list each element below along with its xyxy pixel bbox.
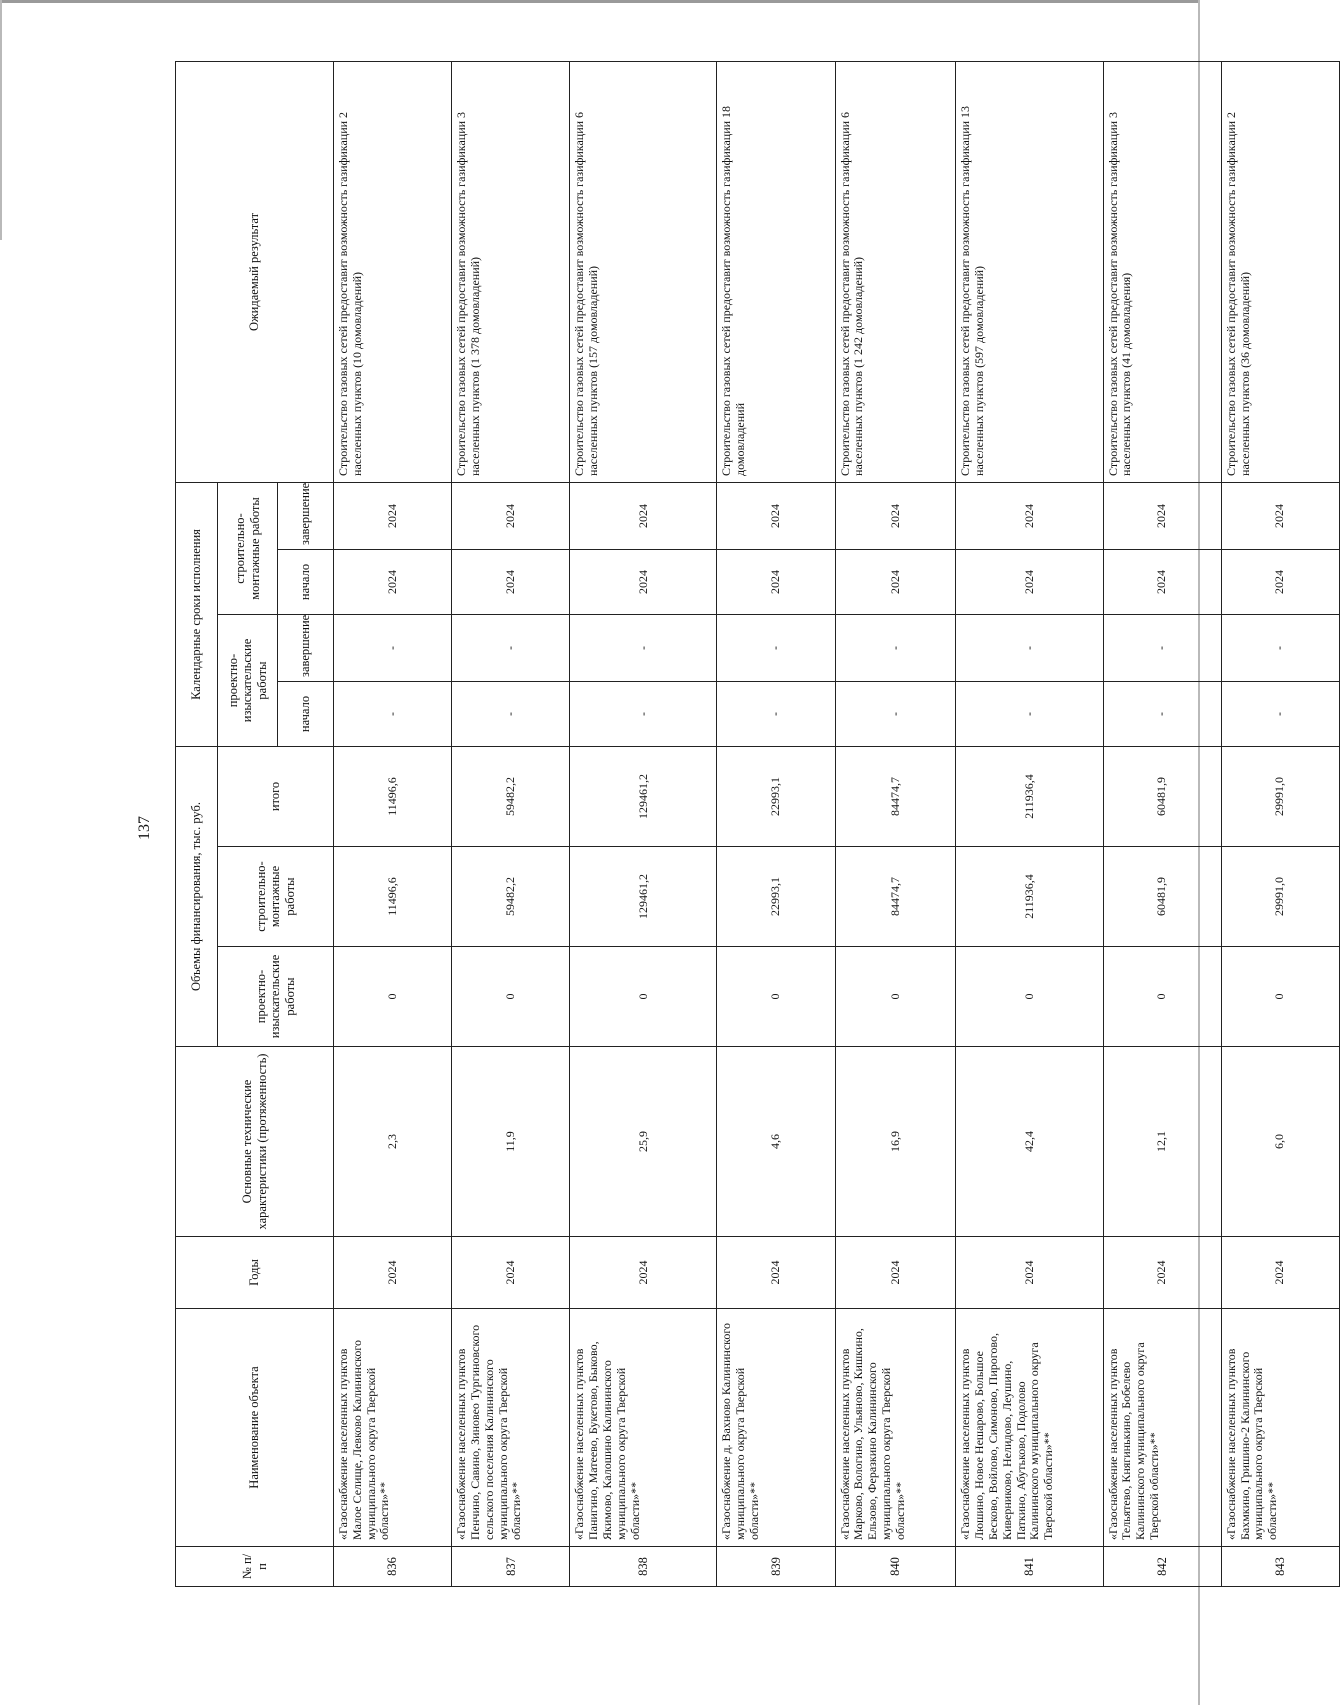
cell-result: Строительство газовых сетей предоставит возможность газификации 13 населенных пунктов (597 домовладений) — [956, 61, 1103, 482]
header-fin-pir: проектно-изыскательские работы — [218, 947, 334, 1047]
cell-fin-total: 84474,7 — [835, 747, 956, 847]
cell-fin-total: 211936,4 — [956, 747, 1103, 847]
cell-tech: 6,0 — [1221, 1047, 1339, 1237]
cell-result: Строительство газовых сетей предоставит возможность газификации 6 населенных пунктов (1 242 домовладений) — [835, 61, 956, 482]
cell-fin-total: 11496,6 — [334, 747, 452, 847]
scan-left-margin-mark — [0, 0, 2, 240]
cell-tech: 25,9 — [570, 1047, 717, 1237]
cell-tech: 4,6 — [717, 1047, 835, 1237]
cell-pir-start: - — [956, 682, 1103, 747]
cell-fin-total: 29991,0 — [1221, 747, 1339, 847]
cell-pir-end: - — [1221, 615, 1339, 682]
cell-tech: 2,3 — [334, 1047, 452, 1237]
cell-fin-smr: 29991,0 — [1221, 847, 1339, 947]
header-terms-smr: строительно-монтажные работы — [218, 482, 278, 614]
cell-num: 842 — [1103, 1547, 1221, 1587]
cell-year: 2024 — [717, 1237, 835, 1309]
table-row — [835, 61, 956, 1586]
cell-num: 839 — [717, 1547, 835, 1587]
cell-tech: 12,1 — [1103, 1047, 1221, 1237]
cell-fin-total: 59482,2 — [452, 747, 570, 847]
cell-smr-start: 2024 — [717, 550, 835, 615]
cell-smr-start: 2024 — [452, 550, 570, 615]
cell-smr-start: 2024 — [1103, 550, 1221, 615]
cell-smr-end: 2024 — [452, 482, 570, 549]
cell-pir-start: - — [717, 682, 835, 747]
cell-year: 2024 — [956, 1237, 1103, 1309]
cell-num: 836 — [334, 1547, 452, 1587]
page-number: 137 — [136, 816, 153, 840]
cell-fin-smr: 60481,9 — [1103, 847, 1221, 947]
cell-fin-total: 129461,2 — [570, 747, 717, 847]
cell-smr-start: 2024 — [1221, 550, 1339, 615]
cell-pir-end: - — [717, 615, 835, 682]
cell-smr-start: 2024 — [334, 550, 452, 615]
cell-pir-end: - — [452, 615, 570, 682]
cell-pir-end: - — [835, 615, 956, 682]
cell-fin-smr: 11496,6 — [334, 847, 452, 947]
table-row — [334, 61, 452, 1586]
cell-result: Строительство газовых сетей предоставит возможность газификации 18 домовладений — [717, 61, 835, 482]
cell-smr-start: 2024 — [570, 550, 717, 615]
cell-result: Строительство газовых сетей предоставит возможность газификации 3 населенных пунктов (1 378 домовладений) — [452, 61, 570, 482]
table-row — [717, 61, 835, 1586]
cell-fin-smr: 59482,2 — [452, 847, 570, 947]
cell-tech: 11,9 — [452, 1047, 570, 1237]
cell-name: «Газоснабжение населенных пунктов Пенчино, Савино, Зиновео Тургиновского сельского поселения Калининского муниципального округа Тверской области»** — [452, 1309, 570, 1547]
cell-result: Строительство газовых сетей предоставит возможность газификации 2 населенных пунктов (10 домовладений) — [334, 61, 452, 482]
header-pir-end: завершение — [278, 615, 334, 682]
cell-pir-end: - — [334, 615, 452, 682]
cell-fin-smr: 84474,7 — [835, 847, 956, 947]
cell-name: «Газоснабжение населенных пунктов Малое Селище, Левково Калининского муниципального округа Тверской области»** — [334, 1309, 452, 1547]
cell-smr-end: 2024 — [717, 482, 835, 549]
cell-year: 2024 — [570, 1237, 717, 1309]
table-row — [1221, 61, 1339, 1586]
header-result: Ожидаемый результат — [176, 61, 334, 482]
cell-fin-pir: 0 — [334, 947, 452, 1047]
cell-fin-smr: 129461,2 — [570, 847, 717, 947]
header-fin-total: итого — [218, 747, 334, 847]
cell-year: 2024 — [1103, 1237, 1221, 1309]
cell-pir-end: - — [570, 615, 717, 682]
cell-num: 840 — [835, 1547, 956, 1587]
cell-pir-end: - — [1103, 615, 1221, 682]
cell-smr-end: 2024 — [570, 482, 717, 549]
cell-tech: 16,9 — [835, 1047, 956, 1237]
scan-top-edge — [0, 0, 1200, 3]
cell-fin-smr: 211936,4 — [956, 847, 1103, 947]
cell-name: «Газоснабжение д. Вахново Калининского муниципального округа Тверской области»** — [717, 1309, 835, 1547]
cell-result: Строительство газовых сетей предоставит возможность газификации 3 населенных пунктов (41 домовладения) — [1103, 61, 1221, 482]
cell-fin-pir: 0 — [1103, 947, 1221, 1047]
cell-result: Строительство газовых сетей предоставит возможность газификации 6 населенных пунктов (157 домовладений) — [570, 61, 717, 482]
header-terms: Календарные сроки исполнения — [176, 482, 218, 746]
cell-pir-start: - — [835, 682, 956, 747]
header-terms-pir: проектно-изыскательские работы — [218, 615, 278, 747]
cell-name: «Газоснабжение населенных пунктов Панигино, Матеево, Букетово, Быково, Якимово, Калошино Калининского муниципального округа Тверской области»** — [570, 1309, 717, 1547]
cell-pir-end: - — [956, 615, 1103, 682]
header-pir-start: начало — [278, 682, 334, 747]
cell-fin-smr: 22993,1 — [717, 847, 835, 947]
header-smr-start: начало — [278, 550, 334, 615]
cell-pir-start: - — [570, 682, 717, 747]
cell-fin-pir: 0 — [452, 947, 570, 1047]
cell-num: 841 — [956, 1547, 1103, 1587]
cell-pir-start: - — [452, 682, 570, 747]
cell-fin-pir: 0 — [1221, 947, 1339, 1047]
cell-name: «Газоснабжение населенных пунктов Бахмкино, Гришино-2 Калининского муниципального округа Тверской области»** — [1221, 1309, 1339, 1547]
header-smr-end: завершение — [278, 482, 334, 549]
cell-num: 837 — [452, 1547, 570, 1587]
table-row — [956, 61, 1103, 1586]
cell-name: «Газоснабжение населенных пунктов Тельятево, Княгинькино, Бобелево Калининского муниципального округа Тверской области»** — [1103, 1309, 1221, 1547]
cell-fin-total: 60481,9 — [1103, 747, 1221, 847]
header-fin-smr: строительно-монтажные работы — [218, 847, 334, 947]
cell-smr-end: 2024 — [1221, 482, 1339, 549]
cell-smr-end: 2024 — [334, 482, 452, 549]
cell-fin-total: 22993,1 — [717, 747, 835, 847]
cell-smr-start: 2024 — [956, 550, 1103, 615]
header-tech: Основные технические характеристики (протяженность) — [176, 1047, 334, 1237]
cell-smr-end: 2024 — [1103, 482, 1221, 549]
gasification-table — [175, 61, 1340, 1587]
cell-smr-end: 2024 — [835, 482, 956, 549]
cell-year: 2024 — [835, 1237, 956, 1309]
cell-name: «Газоснабжение населенных пунктов Марково, Вологино, Ульяново, Кишкино, Ельзово, Феразкино Калининского муниципального округа Тверской области»** — [835, 1309, 956, 1547]
cell-pir-start: - — [334, 682, 452, 747]
cell-pir-start: - — [1221, 682, 1339, 747]
cell-fin-pir: 0 — [570, 947, 717, 1047]
header-name: Наименование объекта — [176, 1309, 334, 1547]
cell-pir-start: - — [1103, 682, 1221, 747]
cell-year: 2024 — [334, 1237, 452, 1309]
cell-fin-pir: 0 — [956, 947, 1103, 1047]
cell-year: 2024 — [1221, 1237, 1339, 1309]
cell-smr-start: 2024 — [835, 550, 956, 615]
cell-name: «Газоснабжение населенных пунктов Люшино, Новое Нешарово, Большое Бесково, Войлово, Симоново, Пирогово, Киверниково, Нелидово, Леушино, Паткино, Абутьково, Подолово Калининского муниципального округа Тверской области»** — [956, 1309, 1103, 1547]
header-years: Годы — [176, 1237, 334, 1309]
cell-year: 2024 — [452, 1237, 570, 1309]
cell-num: 838 — [570, 1547, 717, 1587]
cell-smr-end: 2024 — [956, 482, 1103, 549]
cell-tech: 42,4 — [956, 1047, 1103, 1237]
table-row — [1103, 61, 1221, 1586]
table-row — [570, 61, 717, 1586]
header-num: № п/п — [176, 1547, 334, 1587]
table-row — [452, 61, 570, 1586]
cell-num: 843 — [1221, 1547, 1339, 1587]
cell-fin-pir: 0 — [717, 947, 835, 1047]
header-finance: Объемы финансирования, тыс. руб. — [176, 747, 218, 1047]
cell-fin-pir: 0 — [835, 947, 956, 1047]
cell-result: Строительство газовых сетей предоставит возможность газификации 2 населенных пунктов (36 домовладений) — [1221, 61, 1339, 482]
rotated-table-container — [175, 62, 1340, 1587]
